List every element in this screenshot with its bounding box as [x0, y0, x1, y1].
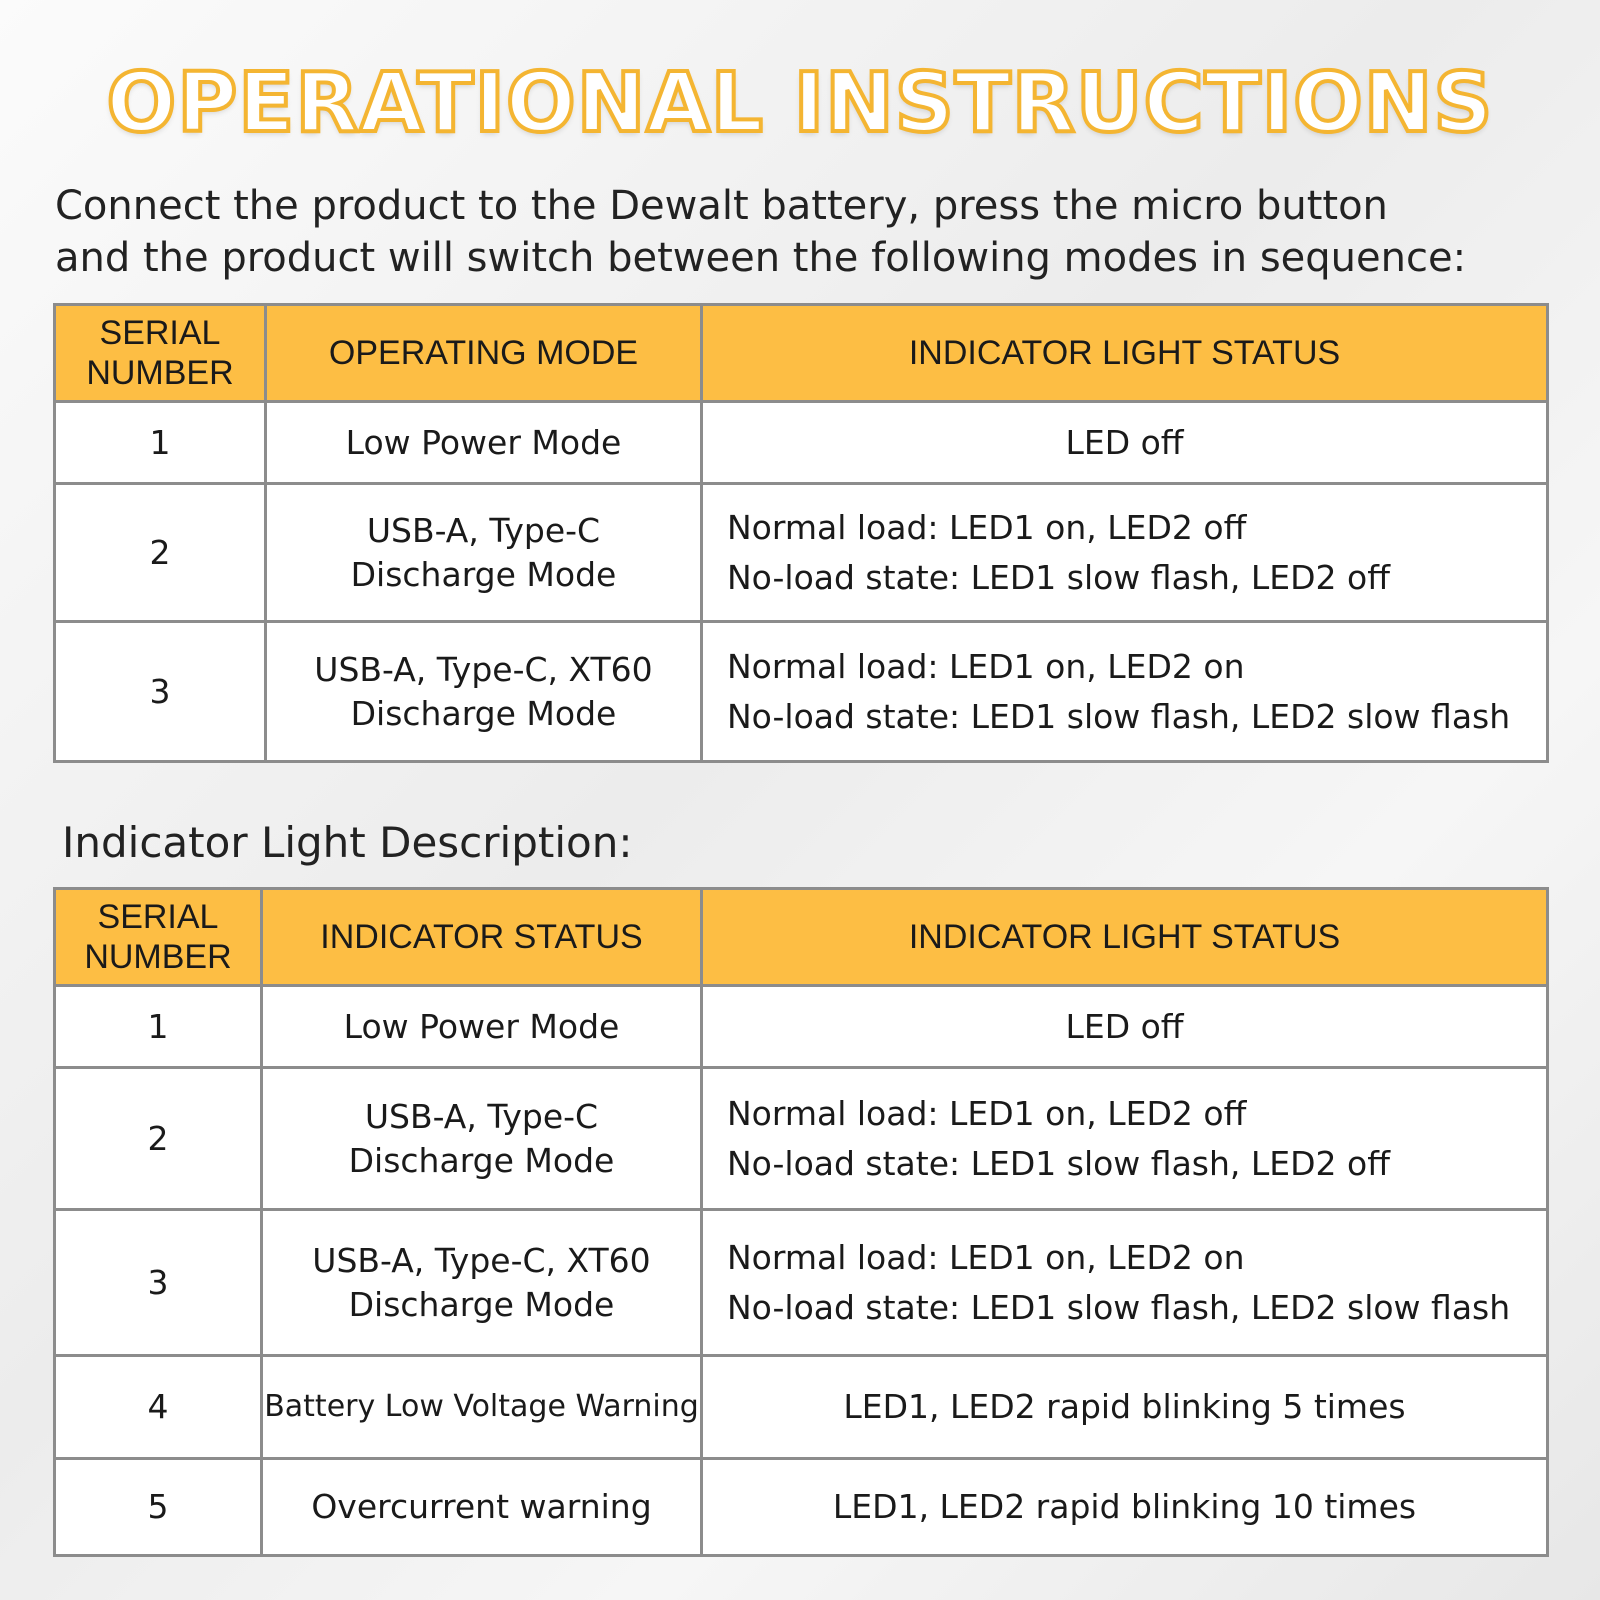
status-line: Normal load: LED1 on, LED2 off: [727, 507, 1247, 547]
mode-line: Discharge Mode: [350, 554, 617, 594]
serial-cell: 1: [55, 986, 262, 1068]
header-number-line: NUMBER: [86, 354, 234, 392]
status-line: LED off: [1065, 422, 1184, 462]
serial-cell: 1: [55, 402, 266, 484]
mode-line: USB-A, Type-C: [364, 1096, 599, 1136]
mode-line: Low Power Mode: [343, 1006, 620, 1046]
mode-line: Discharge Mode: [350, 693, 617, 733]
header-indicator-status: INDICATOR STATUS: [262, 889, 702, 986]
page-title: OPERATIONAL INSTRUCTIONS: [106, 56, 1494, 151]
status-cell: [702, 1068, 1548, 1210]
mode-cell: [266, 484, 702, 622]
mode-line: Low Power Mode: [345, 422, 622, 462]
status-line: No-load state: LED1 slow flash, LED2 off: [727, 557, 1390, 597]
status-line: Normal load: LED1 on, LED2 on: [727, 1237, 1245, 1277]
mode-cell: [262, 1459, 702, 1556]
header-number-line: NUMBER: [84, 938, 232, 976]
serial-cell: 2: [55, 1068, 262, 1210]
status-line: No-load state: LED1 slow flash, LED2 off: [727, 1143, 1390, 1183]
status-cell: [702, 622, 1548, 762]
table-row: [55, 1459, 1548, 1556]
header-serial-number: [55, 305, 266, 402]
header-indicator-light-status: INDICATOR LIGHT STATUS: [702, 305, 1548, 402]
status-line: No-load state: LED1 slow flash, LED2 slow flash: [727, 696, 1511, 736]
status-line: Normal load: LED1 on, LED2 on: [727, 646, 1245, 686]
status-cell: [702, 402, 1548, 484]
status-cell: [702, 1210, 1548, 1356]
status-line: LED1, LED2 rapid blinking 5 times: [843, 1387, 1406, 1426]
table-row: [55, 484, 1548, 622]
mode-line: Battery Low Voltage Warning: [264, 1389, 699, 1424]
mode-line: USB-A, Type-C: [366, 510, 601, 550]
mode-line: Overcurrent warning: [311, 1487, 652, 1526]
mode-cell: [262, 1210, 702, 1356]
status-cell: [702, 986, 1548, 1068]
header-operating-mode: OPERATING MODE: [266, 305, 702, 402]
table-row: [55, 1068, 1548, 1210]
section-subtitle: Indicator Light Description:: [62, 818, 633, 867]
table-row: [55, 1356, 1548, 1459]
status-cell: [702, 1356, 1548, 1459]
serial-cell: 3: [55, 1210, 262, 1356]
header-serial-line: SERIAL: [99, 314, 221, 352]
status-line: LED1, LED2 rapid blinking 10 times: [832, 1487, 1417, 1526]
status-line: No-load state: LED1 slow flash, LED2 slow flash: [727, 1287, 1511, 1327]
status-line: LED off: [1065, 1006, 1184, 1046]
header-serial-number: [55, 889, 262, 986]
table-row: [55, 1210, 1548, 1356]
serial-cell: 4: [55, 1356, 262, 1459]
header-indicator-light-status: INDICATOR LIGHT STATUS: [702, 889, 1548, 986]
serial-cell: 5: [55, 1459, 262, 1556]
table-row: [55, 402, 1548, 484]
intro-line-2: and the product will switch between the following modes in sequence:: [55, 235, 1467, 281]
header-serial-line: SERIAL: [97, 898, 219, 936]
serial-cell: 3: [55, 622, 266, 762]
mode-cell: [262, 1068, 702, 1210]
serial-cell: 2: [55, 484, 266, 622]
mode-line: USB-A, Type-C, XT60: [314, 649, 653, 689]
intro-line-1: Connect the product to the Dewalt battery, press the micro button: [55, 183, 1388, 229]
mode-line: USB-A, Type-C, XT60: [312, 1240, 651, 1280]
mode-line: Discharge Mode: [348, 1284, 615, 1324]
status-cell: [702, 484, 1548, 622]
mode-cell: [266, 402, 702, 484]
mode-cell: [262, 1356, 702, 1459]
table-row: [55, 986, 1548, 1068]
operating-mode-table: [53, 303, 1549, 763]
intro-text: [55, 180, 1555, 284]
table-row: [55, 622, 1548, 762]
mode-cell: [266, 622, 702, 762]
indicator-description-table: [53, 887, 1549, 1557]
table-header-row: [55, 305, 1548, 402]
table-header-row: [55, 889, 1548, 986]
status-cell: [702, 1459, 1548, 1556]
status-line: Normal load: LED1 on, LED2 off: [727, 1093, 1247, 1133]
mode-line: Discharge Mode: [348, 1140, 615, 1180]
mode-cell: [262, 986, 702, 1068]
